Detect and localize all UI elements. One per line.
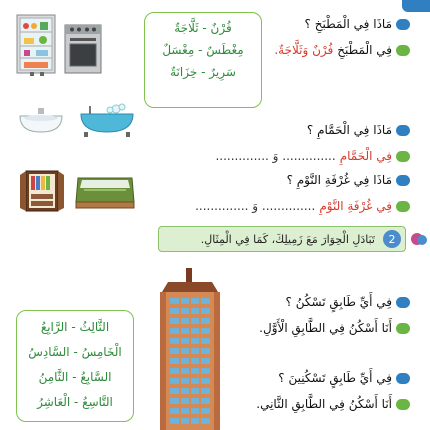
ordinal-line: السَّابِعُ - الثَّامِنُ [38,370,112,384]
question-bubble-icon [396,125,410,136]
question-bathroom: مَاذَا فِي الْحَمَّامِ ؟ [307,122,410,138]
ordinal-line: الْخَامِسُ - السَّادِسُ [28,345,122,359]
question-kitchen: مَاذَا فِي الْمَطْبَخِ ؟ [305,16,410,32]
bathtub-icon [78,102,136,138]
answer-bubble-icon [396,151,410,162]
question-bubble-icon [396,373,410,384]
vocab-line: سَرِيرٌ - خِزَانَةٌ [170,65,236,79]
question-bubble-icon [396,297,410,308]
page-header-tab [402,0,430,12]
fill-in-blank: .............. وَ .............. [195,199,316,213]
vocab-line: مِغْطَسٌ - مِغْسَلٌ [162,43,244,57]
answer-bubble-icon [396,323,410,334]
ordinal-line: التَّاسِعُ - الْعَاشِرُ [37,395,113,409]
answer-floor-2: أَنَا أَسْكُنُ فِي الطَّابِقِ الثَّانِي. [256,396,410,412]
question-bubble-icon [396,19,410,30]
answer-bathroom: فِي الْحَمَّامِ .............. وَ .............. [215,148,410,164]
question-floor-1: فِي أَيِّ طَابِقٍ تَسْكُنُ ؟ [286,294,410,310]
answer-kitchen: فِي الْمَطْبَخِ فُرْنٌ وَثَلَّاجَةٌ. [274,42,410,58]
conversation-icon [410,230,428,248]
answer-bubble-icon [396,399,410,410]
answer-bubble-icon [396,201,410,212]
bed-icon [74,172,136,212]
question-floor-2: فِي أَيِّ طَابِقٍ تَسْكُنِينَ ؟ [278,370,410,386]
ordinal-line: الثَّالِثُ - الرَّابِعُ [40,320,110,334]
exercise-number: 2 [383,230,401,248]
building-icon [146,268,234,430]
answer-bubble-icon [396,45,410,56]
vocabulary-box-rooms [144,12,262,108]
question-bedroom: مَاذَا فِي غُرْفَةِ النَّوْمِ ؟ [287,172,410,188]
vocab-line: فُرْنٌ - ثَلَّاجَةٌ [174,21,232,35]
wardrobe-icon [20,170,64,212]
oven-icon [64,24,102,74]
answer-bedroom: فِي غُرْفَةِ النَّوْمِ .............. وَ .............. [195,198,410,214]
vocabulary-box-ordinals [16,310,134,422]
answer-floor-1: أَنَا أَسْكُنُ فِي الطَّابِقِ الْأَوَّلِ. [259,320,410,336]
refrigerator-icon [16,14,56,76]
question-bubble-icon [396,175,410,186]
sink-icon [18,108,64,134]
exercise-instruction: 2 تَبَادَلِ الْحِوَارَ مَعَ زَمِيلِكَ، كَمَا فِي الْمِثَالِ. [158,226,406,252]
fill-in-blank: .............. وَ .............. [215,149,336,163]
